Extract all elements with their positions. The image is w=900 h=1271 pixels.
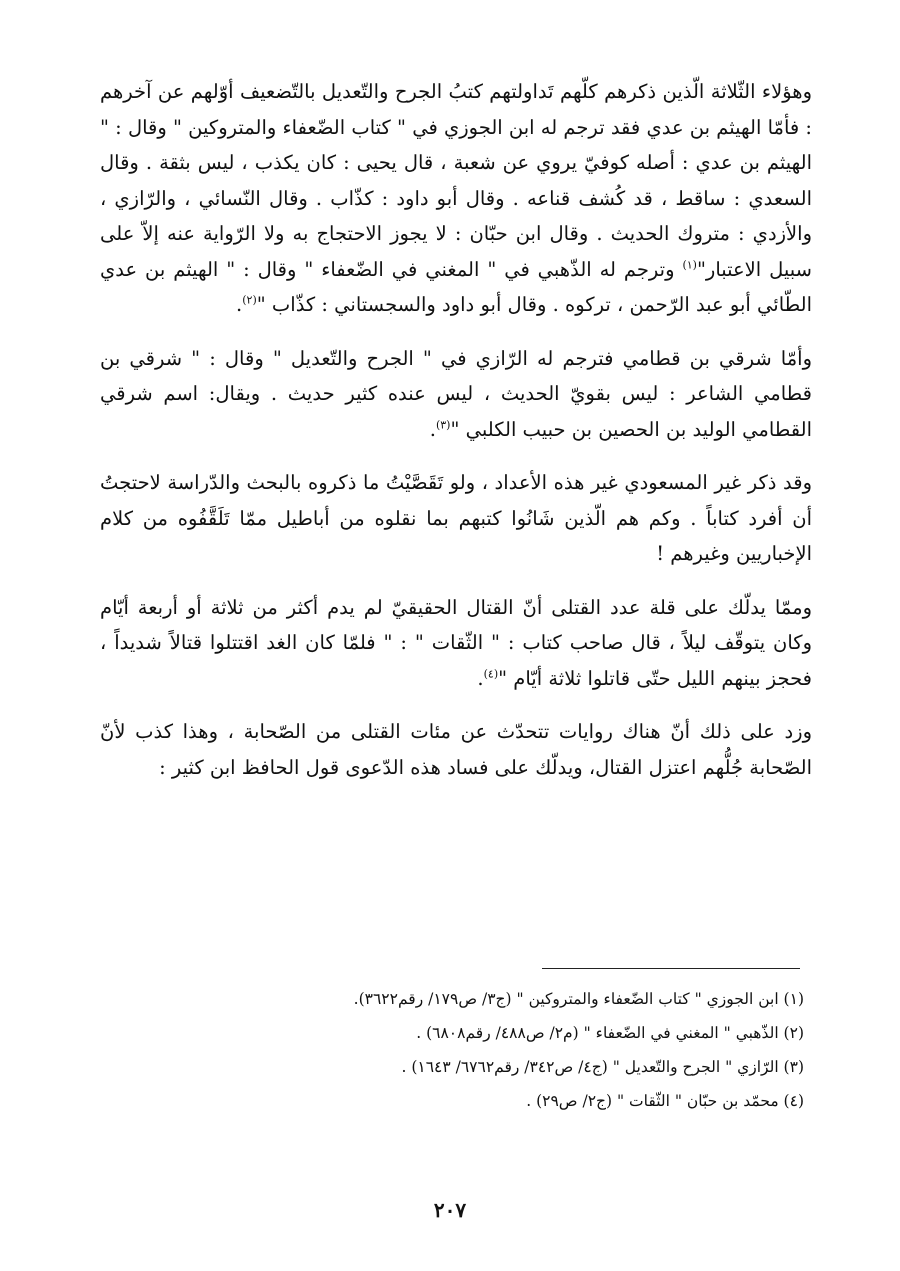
footnote-reference[interactable]: (٣) bbox=[435, 418, 451, 431]
paragraph-4 bbox=[100, 590, 812, 697]
paragraph-1 bbox=[100, 74, 812, 323]
page-number: ٢٠٧ bbox=[433, 1198, 467, 1222]
main-text bbox=[100, 74, 812, 803]
footnote-4: (٤) محمّد بن حبّان " الثّقات " (ج٢/ ص٢٩) . bbox=[526, 1092, 804, 1110]
footnote-3: (٣) الرّازي " الجرح والتّعديل " (ج٤/ ص٣٤٢/ رقم٦٧٦٢/ ١٦٤٣) . bbox=[401, 1058, 804, 1076]
paragraph-text: . bbox=[477, 666, 484, 690]
paragraph-text: . bbox=[429, 417, 436, 441]
footnote-2: (٢) الذّهبي " المغني في الضّعفاء " (م٢/ ص٤٨٨/ رقم٦٨٠٨) . bbox=[416, 1024, 804, 1042]
paragraph-5 bbox=[100, 714, 812, 785]
paragraph-text: وأمّا شرقي بن قطامي فترجم له الرّازي في " الجرح والتّعديل " وقال : " شرقي بن قطامي الشاعر : ليس بقويّ الحديث ، ليس عنده كثير حديث . ويقال: اسم شرقي القطامي الوليد بن الحصين بن حبيب الكلبي " bbox=[100, 346, 812, 441]
footnote-reference[interactable]: (٢) bbox=[242, 293, 257, 307]
paragraph-text: وهؤلاء الثّلاثة الّذين ذكرهم كلّهم تَداولتهم كتبُ الجرح والتّعديل بالتّضعيف أوّلهم عن آخرهم : فأمّا الهيثم بن عدي فقد ترجم له ابن الجوزي في " كتاب الضّعفاء والمتروكين " وقال : " الهيثم بن عدي : أصله كوفيّ يروي عن شعبة ، قال يحيى : كان يكذب ، ليس بثقة . وقال السعدي : ساقط ، قد كُشف قناعه . وقال أبو داود : كذّاب . وقال النّسائي ، والرّازي ، والأزدي : متروك الحديث . وقال ابن حبّان : لا يجوز الاحتجاج به ولا الرّواية عنه إلاّ على سبيل الاعتبار" bbox=[100, 80, 813, 281]
paragraph-2 bbox=[100, 341, 812, 448]
paragraph-text: . bbox=[236, 293, 243, 316]
footnotes bbox=[100, 982, 812, 1118]
paragraph-3 bbox=[100, 465, 812, 572]
paragraph-text: وزد على ذلك أنّ هناك روايات تتحدّث عن مئات القتلى من الصّحابة ، وهذا كذب لأنّ الصّحابة جُلُّهم اعتزل القتال، ويدلّك على فساد هذه الدّعوى قول الحافظ ابن كثير : bbox=[100, 720, 812, 779]
footnote-reference[interactable]: (١) bbox=[682, 258, 697, 271]
footnote-divider bbox=[542, 968, 800, 969]
paragraph-text: وقد ذكر غير المسعودي غير هذه الأعداد ، ولو تَقَصَّيْتُ ما ذكروه بالبحث والدّراسة لاحتجتُ أن أفرد كتاباً . وكم هم الّذين شَانُوا كتبهم بما نقلوه من أباطيل ممّا تَلَقَّفُوه من كلام الإخباريين وغيرهم ! bbox=[100, 471, 812, 565]
footnote-reference[interactable]: (٤) bbox=[483, 667, 499, 680]
footnote-1: (١) ابن الجوزي " كتاب الضّعفاء والمتروكين " (ج٣/ ص١٧٩/ رقم٣٦٢٢). bbox=[353, 990, 804, 1008]
paragraph-text: وترجم له الذّهبي في " المغني في الضّعفاء " وقال : " الهيثم بن عدي الطّائي أبو عبد الرّحمن ، تركوه . وقال أبو داود والسجستاني : كذّاب " bbox=[100, 257, 812, 316]
paragraph-text: وممّا يدلّك على قلة عدد القتلى أنّ القتال الحقيقيّ لم يدم أكثر من ثلاثة أو أربعة أيّام وكان يتوقّف ليلاً ، قال صاحب كتاب : " الثّقات " : " فلمّا كان الغد اقتتلوا قتالاً شديداً ، فحجز بينهم الليل حتّى قاتلوا ثلاثة أيّام " bbox=[100, 595, 812, 690]
